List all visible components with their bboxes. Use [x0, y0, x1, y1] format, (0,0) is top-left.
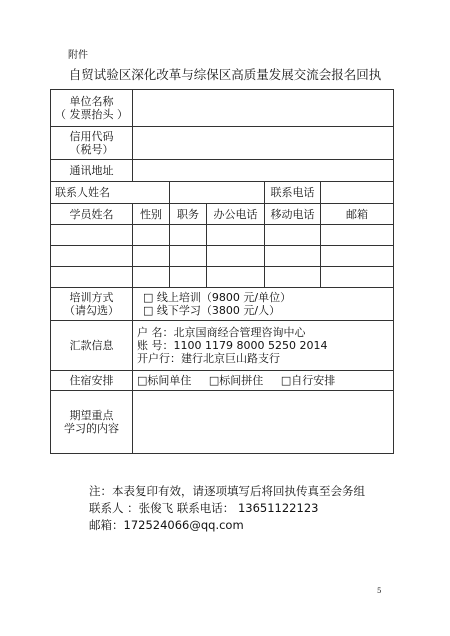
note-email: 邮箱：172524066@qq.com: [89, 518, 244, 532]
stay-option-shared[interactable]: □标间拼住: [208, 374, 264, 387]
header-gender: 性别: [133, 204, 170, 225]
training-option-offline[interactable]: □ 线下学习（3800 元/人）: [143, 304, 281, 317]
gender-cell[interactable]: [133, 246, 170, 267]
focus-sub: 学习的内容: [64, 422, 119, 435]
office-phone-cell[interactable]: [207, 225, 265, 246]
stay-option-self[interactable]: □自行安排: [280, 374, 336, 387]
office-phone-cell[interactable]: [207, 246, 265, 267]
table-row: [51, 225, 394, 246]
training-sub: （请勾选）: [64, 304, 119, 317]
student-name-cell[interactable]: [51, 225, 133, 246]
annex-label: 附件: [68, 50, 88, 61]
contact-phone-field[interactable]: [321, 182, 394, 204]
focus-label-cell: [51, 391, 133, 454]
row-credit-code: [51, 127, 394, 160]
header-student-name: 学员姓名: [51, 204, 133, 225]
credit-code-sub: （税号）: [69, 143, 114, 156]
payment-account-name: 户 名：北京国商经合管理咨询中心: [137, 326, 306, 339]
student-name-cell[interactable]: [51, 267, 133, 288]
table-row: [51, 246, 394, 267]
row-training: [51, 288, 394, 321]
note-contact: 联系人 ：张俊飞 联系电话： 13651122123: [89, 501, 319, 515]
row-focus: [51, 391, 394, 454]
focus-field[interactable]: [133, 391, 394, 454]
payment-info: [133, 321, 394, 371]
contact-name-label: 联系人姓名: [51, 182, 170, 204]
position-cell[interactable]: [170, 225, 207, 246]
contact-name-field[interactable]: [170, 182, 265, 204]
position-cell[interactable]: [170, 246, 207, 267]
row-headers: [51, 204, 394, 225]
row-unit-name: [51, 90, 394, 127]
table-row: [51, 267, 394, 288]
gender-cell[interactable]: [133, 225, 170, 246]
row-stay: [51, 371, 394, 391]
office-phone-cell[interactable]: [207, 267, 265, 288]
registration-form: [50, 89, 394, 454]
email-cell[interactable]: [321, 225, 394, 246]
credit-code-label-cell: [51, 127, 133, 160]
page-number: 5: [377, 587, 382, 595]
header-mobile-phone: 移动电话: [265, 204, 321, 225]
row-contact: [51, 182, 394, 204]
payment-label: 汇款信息: [51, 321, 133, 371]
unit-name-label: 单位名称: [69, 95, 114, 108]
payment-account-number: 账 号：1100 1179 8000 5250 2014: [137, 339, 328, 352]
training-option-online[interactable]: □ 线上培训（9800 元/单位）: [143, 291, 292, 304]
address-field[interactable]: [133, 160, 394, 182]
unit-name-field[interactable]: [133, 90, 394, 127]
email-cell[interactable]: [321, 267, 394, 288]
payment-bank: 开户行：建行北京巨山路支行: [137, 352, 280, 365]
row-address: [51, 160, 394, 182]
mobile-phone-cell[interactable]: [265, 267, 321, 288]
focus-label: 期望重点: [69, 409, 114, 422]
student-name-cell[interactable]: [51, 246, 133, 267]
gender-cell[interactable]: [133, 267, 170, 288]
stay-options: [133, 371, 394, 391]
notes: [89, 483, 365, 534]
header-office-phone: 办公电话: [207, 204, 265, 225]
mobile-phone-cell[interactable]: [265, 225, 321, 246]
address-label: 通讯地址: [51, 160, 133, 182]
credit-code-field[interactable]: [133, 127, 394, 160]
training-label: 培训方式: [69, 291, 114, 304]
form-title: 自贸试验区深化改革与综保区高质量发展交流会报名回执: [68, 67, 382, 82]
unit-name-label-cell: [51, 90, 133, 127]
training-label-cell: [51, 288, 133, 321]
training-options: [133, 288, 394, 321]
header-email: 邮箱: [321, 204, 394, 225]
contact-phone-label: 联系电话: [265, 182, 321, 204]
email-cell[interactable]: [321, 246, 394, 267]
position-cell[interactable]: [170, 267, 207, 288]
stay-label: 住宿安排: [51, 371, 133, 391]
header-position: 职务: [170, 204, 207, 225]
stay-option-single[interactable]: □标间单住: [137, 374, 192, 387]
credit-code-label: 信用代码: [69, 130, 114, 143]
row-payment: [51, 321, 394, 371]
unit-name-sub: （ 发票抬头 ）: [55, 108, 128, 121]
note-line: 注：本表复印有效，请逐项填写后将回执传真至会务组: [89, 484, 365, 498]
mobile-phone-cell[interactable]: [265, 246, 321, 267]
